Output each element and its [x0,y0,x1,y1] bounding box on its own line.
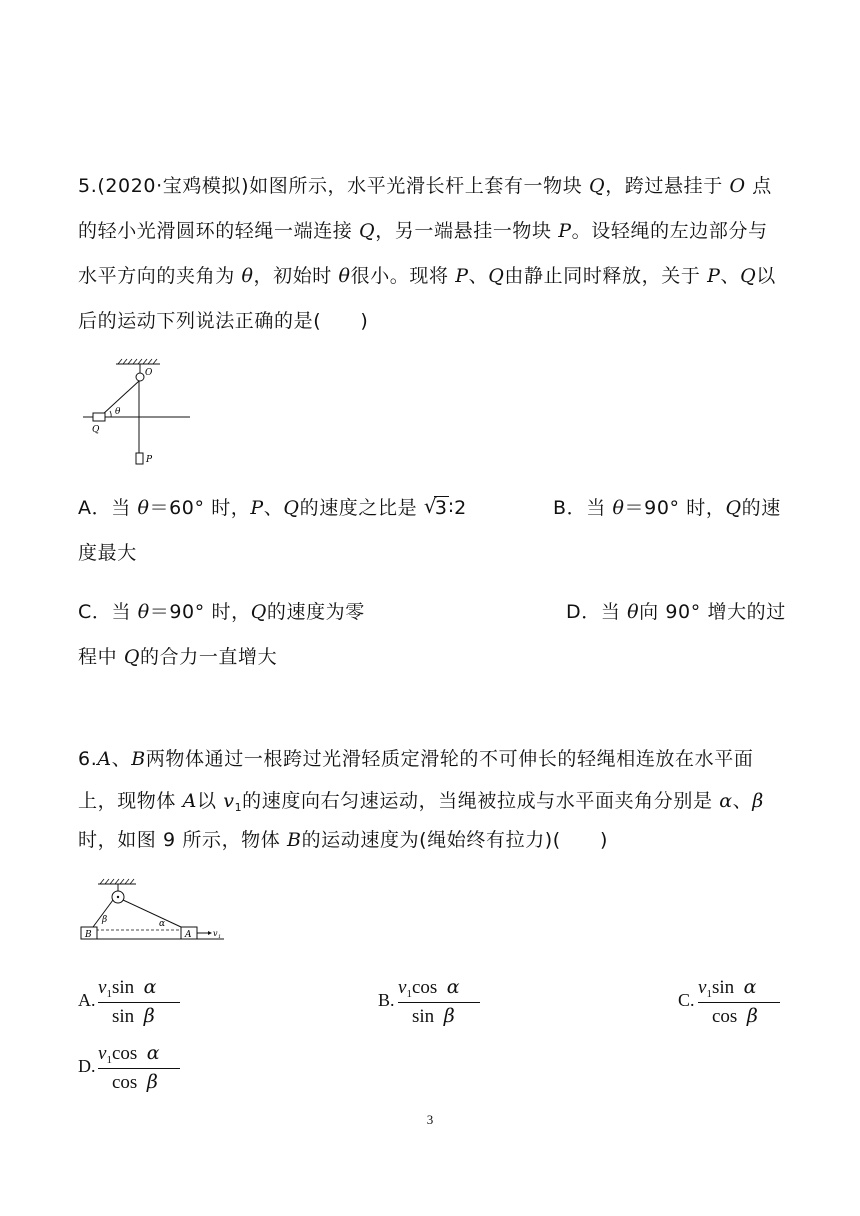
ring-O [136,373,144,381]
q6-option-d [78,1044,188,1100]
q5-var-theta: θ [241,265,254,287]
q6-text: 上，现物体 [78,790,183,812]
q6-text: 的速度向右匀速运动，当绳被拉成与水平面夹角分别是 [242,790,720,812]
var-v: v [698,977,707,998]
fraction-numerator [698,976,756,1000]
var-Q: Q [250,601,267,623]
q6-text: 、 [732,790,753,812]
arrow-head [208,931,212,935]
sqrt-3: √ 3 [423,494,448,519]
var-theta: θ [612,497,625,519]
q5-var-Q: Q [589,175,606,197]
var-v: v [398,977,407,998]
option-text: 向 90° 增大的过 [639,601,786,623]
var-v: v [98,977,107,998]
option-text: ∶2 [448,497,467,519]
option-text: 的速度为零 [266,601,365,623]
q5-line-4 [78,309,368,333]
q5-text: ，另一端悬挂一物块 [375,220,559,242]
var-Q: Q [123,646,141,668]
var-Q: Q [283,497,300,519]
fraction-denominator [112,1005,155,1028]
fraction-numerator [398,976,460,1000]
page-number: 3 [426,1112,434,1127]
den-func: cos [712,1006,738,1027]
q5-var-theta: θ [338,265,351,287]
label-O: O [145,368,153,378]
q5-number: 5. [78,175,98,197]
q5-text: 的轻小光滑圆环的轻绳一端连接 [78,220,360,242]
den-angle: β [746,1005,758,1027]
q5-text: ，初始时 [253,265,339,287]
var-v-sub: 1 [406,988,412,1000]
option-text: 的合力一直增大 [140,646,278,668]
var-Q: Q [725,497,742,519]
q6-line-3 [78,828,608,852]
label-theta: θ [115,407,121,417]
var-B: B [287,829,302,851]
option-text: B．当 [553,497,613,519]
fraction-bar [698,1002,780,1003]
q5-text: 由静止同时释放，关于 [504,265,708,287]
q6-line-1 [78,747,753,771]
slant-rope [102,381,139,415]
option-text: ＝60° 时， [149,497,251,519]
option-label: B. [378,990,395,1010]
ceiling-hatch [118,359,157,364]
label-v: v [213,929,218,938]
den-angle: β [443,1005,455,1027]
fraction-denominator [412,1005,455,1028]
q6-text: 的运动速度为(绳始终有拉力)( ) [301,829,609,851]
var-v: v [98,1043,107,1064]
q5-line-1 [78,174,772,198]
q5-option-B-cont [78,541,137,565]
q5-var-O: O [729,175,746,197]
q5-source: (2020·宝鸡模拟) [97,175,250,197]
q6-figure [78,878,228,942]
den-angle: β [143,1005,155,1027]
angle-arc [110,411,111,417]
q6-number: 6. [78,748,98,770]
num-func: sin [711,977,735,998]
label-alpha: α [159,919,166,929]
fraction-bar [98,1068,180,1069]
den-func: cos [112,1072,138,1093]
fraction-numerator [98,1042,160,1066]
q5-option-B [553,496,781,520]
q6-line-2 [78,789,764,820]
fraction-numerator [98,976,156,1000]
num-angle: α [743,976,757,998]
q5-text: 如图所示，水平光滑长杆上套有一物块 [249,175,589,197]
fraction-denominator [112,1071,158,1094]
var-theta: θ [137,497,150,519]
q5-option-A [78,496,467,520]
var-v-sub: 1 [706,988,712,1000]
label-v-sub: 1 [218,934,222,940]
num-func: cos [411,977,438,998]
var-A: A [97,748,112,770]
q5-text: ，跨过悬挂于 [605,175,730,197]
q5-var-Q: Q [740,265,757,287]
var-P: P [250,497,264,519]
label-A: A [185,930,192,940]
var-v-sub: 1 [234,801,243,814]
var-B: B [131,748,146,770]
rope-right [123,900,181,927]
var-A: A [182,790,197,812]
q5-text: 。设轻绳的左边部分与 [571,220,768,242]
option-text: 、 [263,497,284,519]
label-B: B [85,930,92,940]
q6-text: 两物体通过一根跨过光滑轻质定滑轮的不可伸长的轻绳相连放在水平面 [145,748,754,770]
q5-var-Q: Q [488,265,505,287]
block-Q [93,413,105,421]
q6-text: 以 [196,790,224,812]
option-text: 程中 [78,646,124,668]
q6-option-a [78,978,188,1034]
q5-option-D [566,600,786,624]
q5-var-P: P [707,265,721,287]
q5-var-P: P [455,265,469,287]
q5-text: 、 [468,265,489,287]
q5-text: 以 [756,265,776,287]
q5-figure [78,356,198,471]
q5-line-2 [78,219,768,243]
den-angle: β [146,1071,158,1093]
q5-option-D-cont [78,645,277,669]
q6-text: 、 [111,748,132,770]
option-text: 的速度之比是 [299,497,424,519]
num-angle: α [446,976,460,998]
num-angle: α [146,1042,160,1064]
q6-text: 时，如图 9 所示，物体 [78,829,288,851]
q5-option-C [78,600,365,624]
q5-text: 水平方向的夹角为 [78,265,242,287]
fraction-bar [398,1002,480,1003]
block-P [136,453,143,464]
num-func: sin [111,977,135,998]
var-v-sub: 1 [106,988,112,1000]
label-P: P [146,455,153,465]
q5-text: 、 [720,265,741,287]
fraction-denominator [712,1005,758,1028]
option-label: D. [78,1056,96,1076]
label-Q: Q [92,425,100,435]
option-text: A．当 [78,497,138,519]
option-label: C. [678,990,695,1010]
ceiling-hatch [100,879,134,884]
label-beta: β [102,915,108,925]
option-text: C．当 [78,601,138,623]
q5-line-3 [78,264,776,288]
option-label: A. [78,990,96,1010]
option-text: 的速 [741,497,781,519]
q6-option-b [378,978,488,1034]
fraction-bar [98,1002,180,1003]
q5-var-P: P [558,220,572,242]
num-func: cos [111,1043,138,1064]
den-func: sin [112,1006,135,1027]
var-theta: θ [627,601,640,623]
var-v: v [223,790,235,812]
q5-text: 很小。现将 [350,265,456,287]
var-theta: θ [137,601,150,623]
option-text: D．当 [566,601,628,623]
var-v-sub: 1 [106,1054,112,1066]
q5-text: 后的运动下列说法正确的是( ) [78,310,369,332]
var-alpha: α [719,790,733,812]
num-angle: α [143,976,157,998]
var-beta: β [752,790,764,812]
q6-option-c [678,978,788,1034]
pulley-axle [117,896,119,898]
q5-text: 点 [745,175,772,197]
option-text: ＝90° 时， [149,601,251,623]
q5-var-Q: Q [359,220,376,242]
den-func: sin [412,1006,435,1027]
option-text: 度最大 [78,542,137,564]
option-text: ＝90° 时， [624,497,726,519]
